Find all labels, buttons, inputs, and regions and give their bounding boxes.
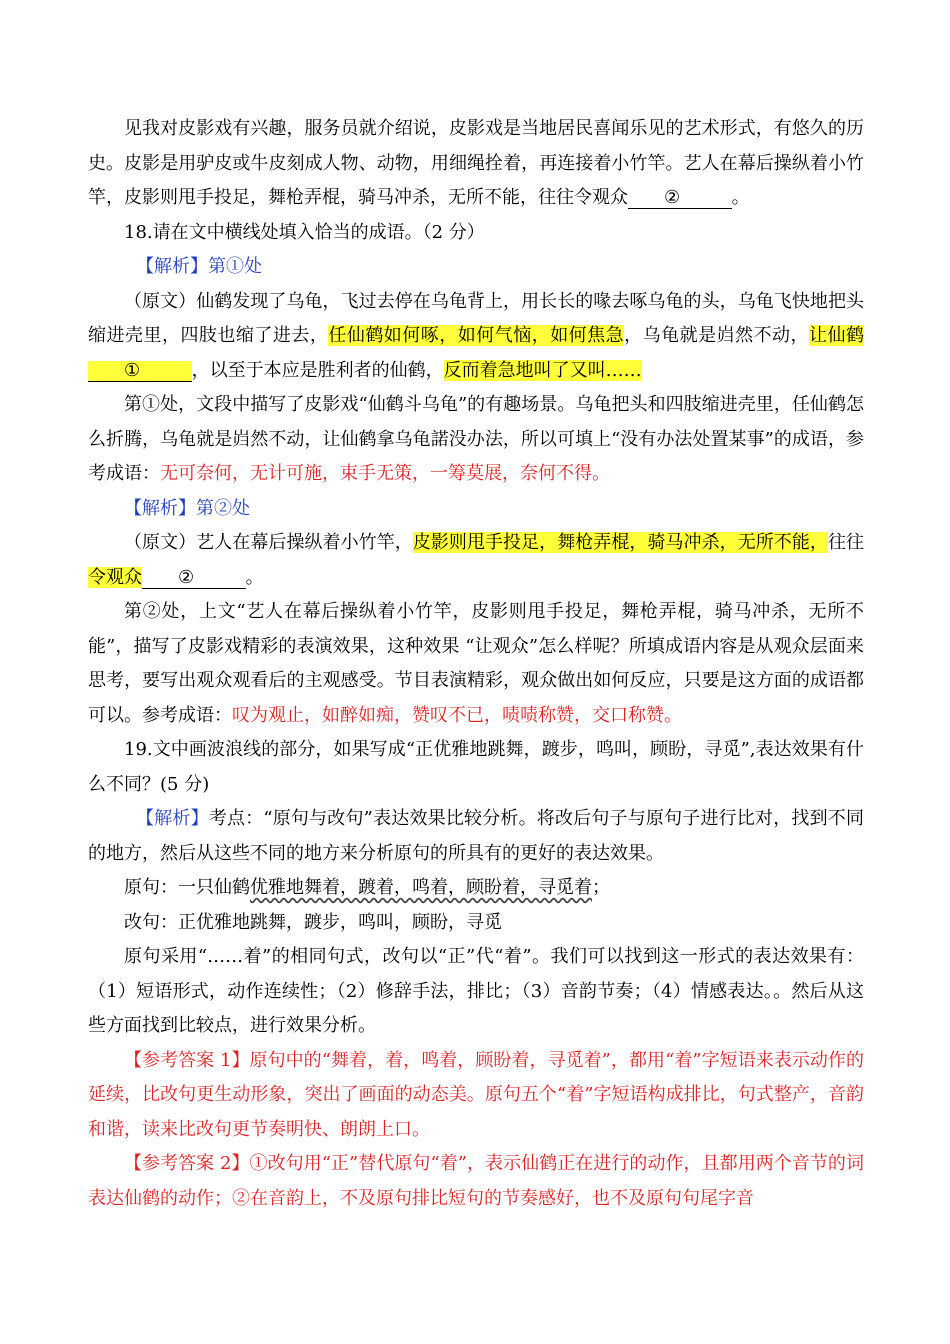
analysis-2-original: （原文）艺人在幕后操纵着小竹竿，皮影则甩手投足，舞枪弄棍，骑马冲杀，无所不能，往往令观众 ② 。 [88, 532, 865, 588]
analysis-3: 【解析】考点：“原句与改句”表达效果比较分析。将改后句子与原句子进行比对，找到不同的地方，然后从这些不同的地方来分析原句的所具有的更好的表达效果。 [88, 808, 865, 864]
analysis-1-original: （原文）仙鹤发现了乌龟，飞过去停在乌龟背上，用长长的喙去啄乌龟的头，乌龟飞快地把头缩进壳里，四肢也缩了进去，任仙鹤如何啄，如何气恼，如何焦急，乌龟就是岿然不动，让仙鹤① ，以至于本应是胜利者的仙鹤，反而着急地叫了又叫…… [88, 290, 865, 381]
highlight-3: 反而着急地叫了又叫…… [443, 359, 642, 381]
wavy-underline-text: 优雅地舞着，踱着，鸣着，顾盼着，寻觅着 [250, 877, 592, 898]
question-18: 18.请在文中横线处填入恰当的成语。（2 分） [124, 221, 485, 243]
analysis-3-detail: 原句采用“……着”的相同句式，改句以“正”代“着”。我们可以找到这一形式的表达效果有：（1）短语形式，动作连续性；（2）修辞手法，排比；（3）音韵节奏；（4）情感表达。。然后从这些方面找到比较点，进行效果分析。 [88, 946, 864, 1036]
highlight-1: 任仙鹤如何啄，如何气恼，如何焦急 [328, 325, 625, 346]
question-19: 19.文中画波浪线的部分，如果写成“正优雅地跳舞，踱步，鸣叫，顾盼，寻觅”,表达效果有什么不同？(5 分) [88, 739, 864, 795]
blank-2b: ② [142, 568, 246, 589]
analysis-1-explain: 第①处，文段中描写了皮影戏“仙鹤斗乌龟”的有趣场景。乌龟把头和四肢缩进壳里，任仙鹤怎么折腾，乌龟就是岿然不动，让仙鹤拿乌龟諾没办法，所以可填上“没有办法处置某事”的成语，参考成语：无可奈何，无计可施，束手无策，一筹莫展，奈何不得。 [88, 394, 864, 484]
answer-2: 叹为观止，如醉如痴，赞叹不已，啧啧称赞，交口称赞。 [232, 704, 682, 726]
answer-1: 无可奈何，无计可施，束手无策，一筹莫展，奈何不得。 [160, 463, 610, 484]
document-body [88, 112, 864, 1216]
intro-paragraph: 见我对皮影戏有兴趣，服务员就介绍说，皮影戏是当地居民喜闻乐见的艺术形式，有悠久的历史。皮影是用驴皮或牛皮刻成人物、动物，用细绳拴着，再连接着小竹竿。艺人在幕后操纵着小竹竿，皮影则甩手投足，舞枪弄棍，骑马冲杀，无所不能，往往令观众 ② 。 [88, 118, 864, 208]
reference-answer-2: 【参考答案 2】①改句用“正”替代原句“着”，表示仙鹤正在进行的动作，且都用两个音节的词表达仙鹤的动作；②在音韵上，不及原句排比短句的节奏感好，也不及原句句尾字音 [88, 1153, 864, 1209]
analysis-1-heading: 【解析】第①处 [136, 256, 262, 277]
highlight-4: 皮影则甩手投足，舞枪弄棍，骑马冲杀，无所不能， [412, 532, 828, 553]
blank-1: ① [88, 361, 192, 382]
analysis-2-heading: 【解析】第②处 [124, 497, 250, 519]
highlight-5: 令观众 [88, 566, 142, 588]
reference-answer-1: 【参考答案 1】原句中的“舞着，着，鸣着，顾盼着，寻觅着”，都用“着”字短语来表示动作的延续，比改句更生动形象，突出了画面的动态美。原句五个“着”字短语构成排比，句式整产，音韵和谐，读来比改句更节奏明快、朗朗上口。 [88, 1049, 864, 1140]
highlight-2: 让仙鹤 [809, 325, 865, 346]
original-sentence: 原句：一只仙鹤优雅地舞着，踱着，鸣着，顾盼着，寻觅着； [124, 877, 610, 898]
blank-2: ② [628, 188, 732, 209]
modified-sentence: 改句：正优雅地跳舞，踱步，鸣叫，顾盼，寻觅 [124, 911, 502, 933]
analysis-2-explain: 第②处，上文“艺人在幕后操纵着小竹竿，皮影则甩手投足，舞枪弄棍，骑马冲杀，无所不能”，描写了皮影戏精彩的表演效果，这种效果 “让观众”怎么样呢？所填成语内容是从观众层面来思考，要写出观众观看后的主观感受。节目表演精彩，观众做出如何反应，只要是这方面的成语都可以。参考成语：叹为观止，如醉如痴，赞叹不已，啧啧称赞，交口称赞。 [88, 601, 864, 726]
intro-text: 见我对皮影戏有兴趣，服务员就介绍说，皮影戏是当地居民喜闻乐见的艺术形式，有悠久的历史。皮影是用驴皮或牛皮刻成人物、动物，用细绳拴着，再连接着小竹竿。艺人在幕后操纵着小竹竿，皮影则甩手投足，舞枪弄棍，骑马冲杀，无所不能，往往令观众 [88, 118, 864, 208]
